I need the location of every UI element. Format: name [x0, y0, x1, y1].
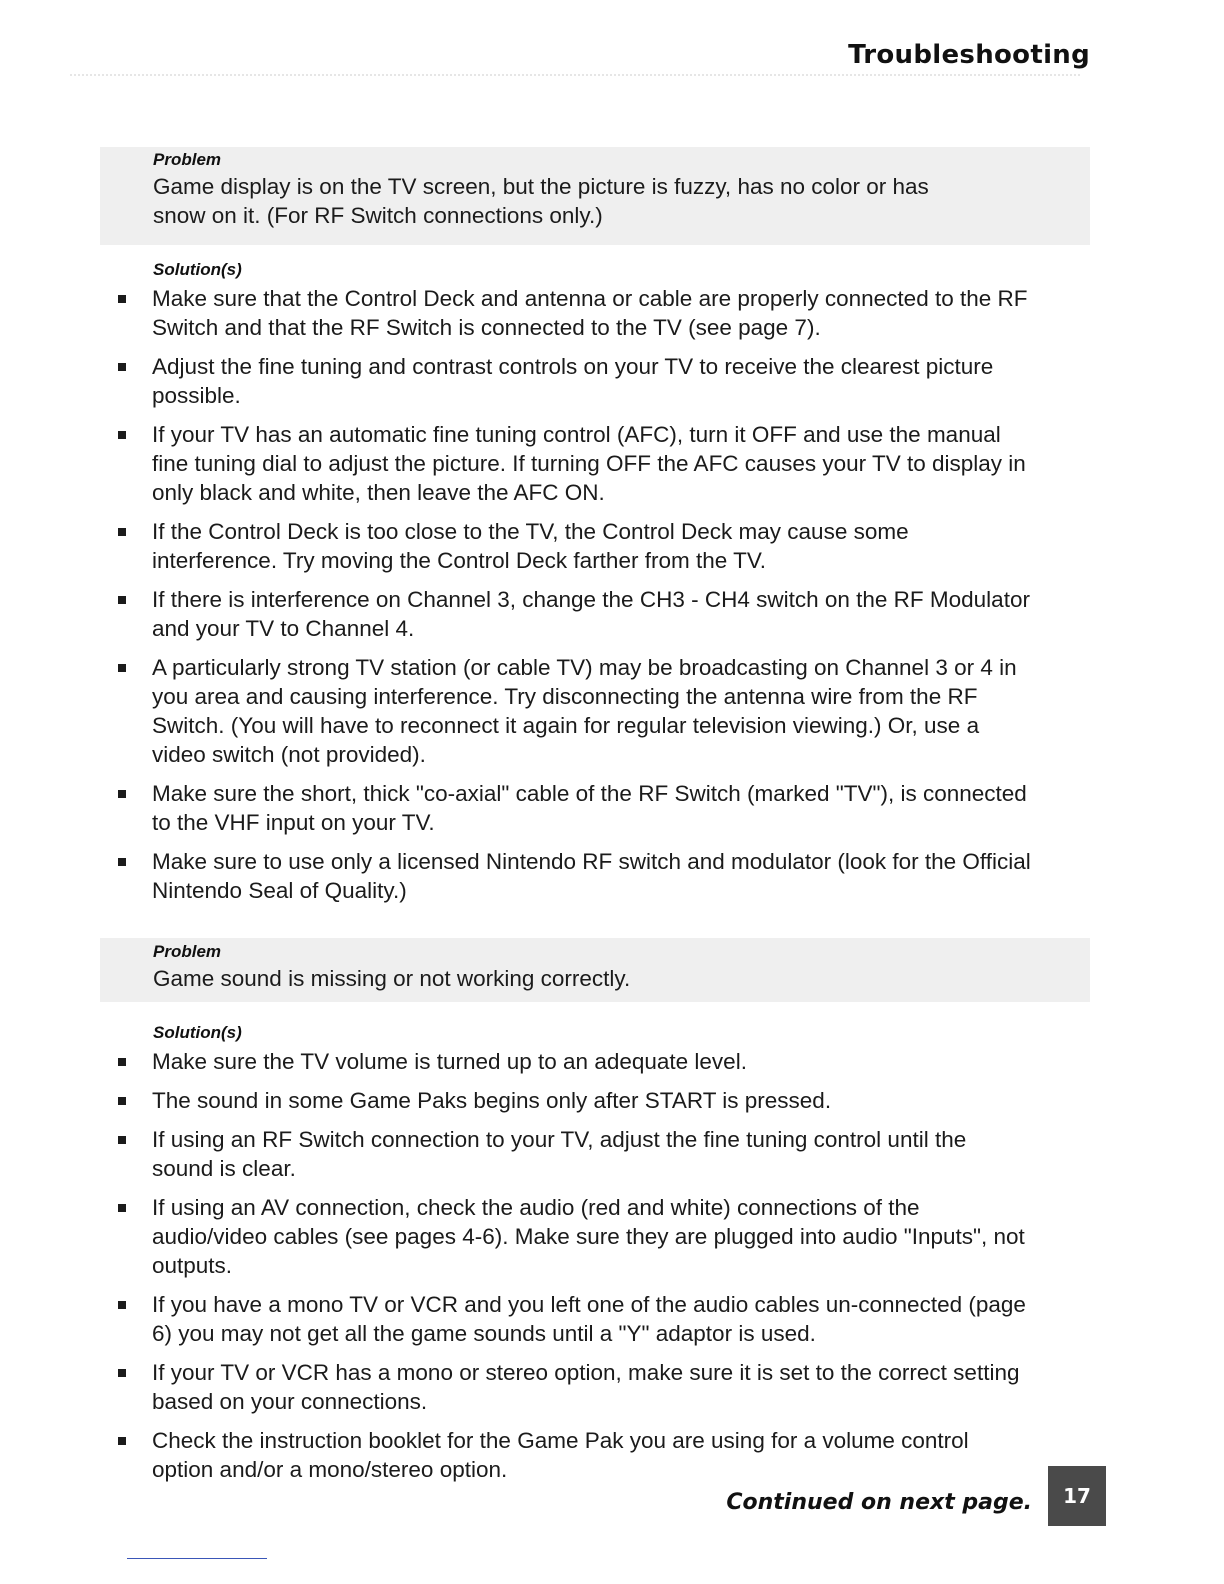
solution-text: If your TV or VCR has a mono or stereo option, make sure it is set to the correct setting based on your connections.	[152, 1360, 1020, 1414]
problem-label: Problem	[153, 150, 222, 169]
troubleshooting-section	[0, 942, 1224, 1494]
list-item	[152, 653, 1032, 769]
square-bullet-icon	[118, 528, 126, 536]
problem-label: Problem	[153, 942, 222, 961]
solution-text: If you have a mono TV or VCR and you left one of the audio cables un-connected (page 6) you may not get all the game sounds until a "Y" adaptor is used.	[152, 1292, 1026, 1346]
page-title: Troubleshooting	[848, 40, 1090, 70]
solutions-list	[0, 1047, 1224, 1484]
list-item	[152, 847, 1032, 905]
square-bullet-icon	[118, 596, 126, 604]
square-bullet-icon	[118, 431, 126, 439]
list-item	[152, 1193, 1032, 1280]
page-number-text: 17	[1063, 1484, 1091, 1508]
square-bullet-icon	[118, 1437, 126, 1445]
solution-text: Make sure that the Control Deck and antenna or cable are properly connected to the RF Switch and that the RF Switch is connected to the TV (see page 7).	[152, 286, 1028, 340]
solutions-label: Solution(s)	[153, 260, 242, 279]
list-item	[152, 517, 1032, 575]
problem-text: Game display is on the TV screen, but the picture is fuzzy, has no color or has snow on it. (For RF Switch connections only.)	[153, 174, 929, 228]
square-bullet-icon	[118, 1204, 126, 1212]
page-number	[1048, 1466, 1106, 1526]
square-bullet-icon	[118, 1058, 126, 1066]
solution-text: Make sure the TV volume is turned up to an adequate level.	[152, 1049, 747, 1074]
list-item	[152, 779, 1032, 837]
list-item	[152, 352, 1032, 410]
solution-text: If using an RF Switch connection to your TV, adjust the fine tuning control until the sound is clear.	[152, 1127, 967, 1181]
list-item	[152, 1358, 1032, 1416]
solution-text: A particularly strong TV station (or cable TV) may be broadcasting on Channel 3 or 4 in you area and causing interference. Try disconnecting the antenna wire from the RF Switch. (You will have to reconnect it again for regular television viewing.) Or, use a video switch (not provided).	[152, 655, 1017, 767]
solution-text: Make sure the short, thick "co-axial" cable of the RF Switch (marked "TV"), is connected to the VHF input on your TV.	[152, 781, 1027, 835]
square-bullet-icon	[118, 664, 126, 672]
list-item	[152, 1047, 1032, 1076]
continued-note: Continued on next page.	[726, 1490, 1032, 1515]
solution-text: Make sure to use only a licensed Nintendo RF switch and modulator (look for the Official Nintendo Seal of Quality.)	[152, 849, 1031, 903]
list-item	[152, 1086, 1032, 1115]
square-bullet-icon	[118, 295, 126, 303]
square-bullet-icon	[118, 1301, 126, 1309]
square-bullet-icon	[118, 790, 126, 798]
list-item	[152, 1290, 1032, 1348]
list-item	[152, 1125, 1032, 1183]
solutions-label: Solution(s)	[153, 1023, 242, 1042]
footer-rule	[127, 1558, 267, 1559]
list-item	[152, 1426, 1032, 1484]
header-divider	[70, 74, 1080, 76]
troubleshooting-section	[0, 150, 1224, 915]
solution-text: The sound in some Game Paks begins only after START is pressed.	[152, 1088, 832, 1113]
square-bullet-icon	[118, 858, 126, 866]
list-item	[152, 420, 1032, 507]
solution-text: If there is interference on Channel 3, change the CH3 - CH4 switch on the RF Modulator and your TV to Channel 4.	[152, 587, 1030, 641]
square-bullet-icon	[118, 363, 126, 371]
square-bullet-icon	[118, 1369, 126, 1377]
solutions-list	[0, 284, 1224, 905]
solution-text: Adjust the fine tuning and contrast controls on your TV to receive the clearest picture possible.	[152, 354, 994, 408]
list-item	[152, 585, 1032, 643]
problem-text: Game sound is missing or not working correctly.	[153, 966, 631, 991]
solution-text: If using an AV connection, check the audio (red and white) connections of the audio/video cables (see pages 4-6). Make sure they are plugged into audio "Inputs", not outputs.	[152, 1195, 1025, 1278]
list-item	[152, 284, 1032, 342]
square-bullet-icon	[118, 1136, 126, 1144]
solution-text: If the Control Deck is too close to the TV, the Control Deck may cause some interference. Try moving the Control Deck farther from the TV.	[152, 519, 909, 573]
solution-text: Check the instruction booklet for the Game Pak you are using for a volume control option and/or a mono/stereo option.	[152, 1428, 969, 1482]
square-bullet-icon	[118, 1097, 126, 1105]
solution-text: If your TV has an automatic fine tuning control (AFC), turn it OFF and use the manual fine tuning dial to adjust the picture. If turning OFF the AFC causes your TV to display in only black and white, then leave the AFC ON.	[152, 422, 1026, 505]
